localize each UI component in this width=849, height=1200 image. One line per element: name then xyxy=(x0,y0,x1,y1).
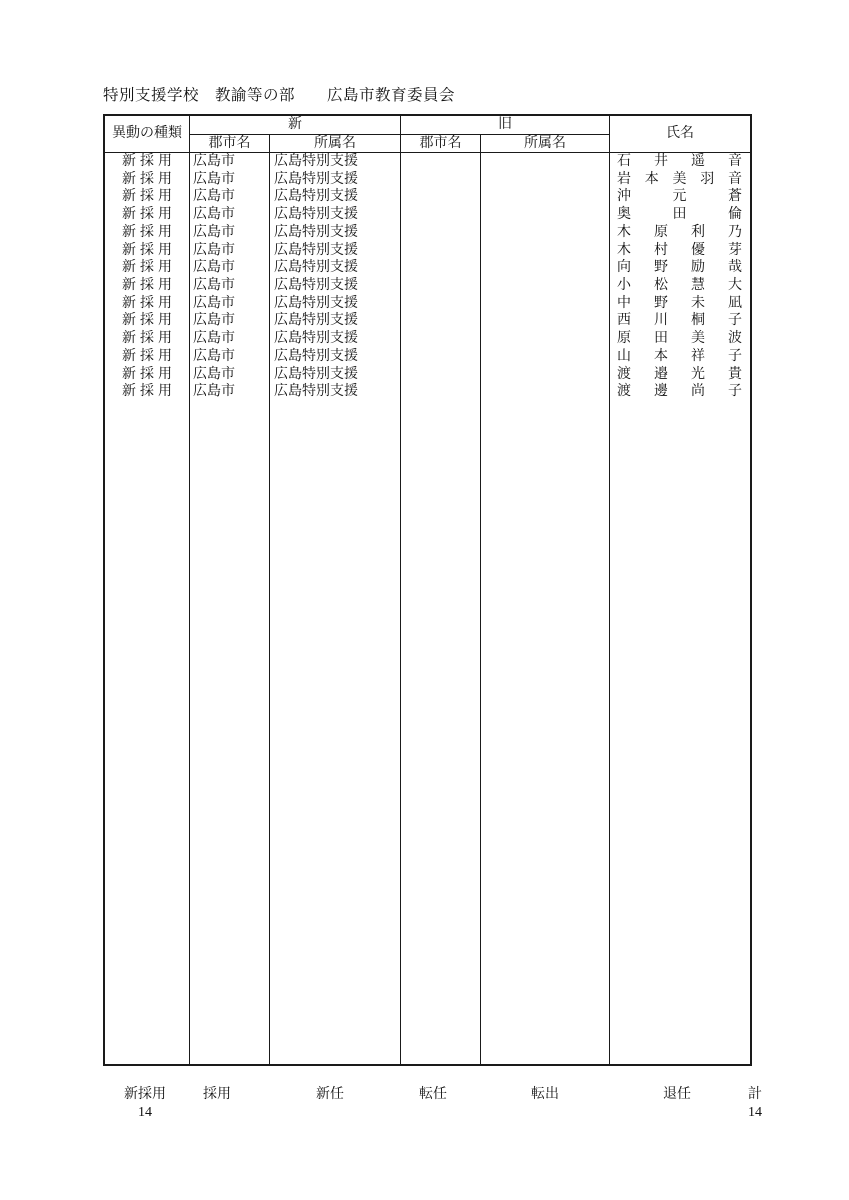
name-glyph: 桐 xyxy=(691,313,705,329)
cell-old-city xyxy=(401,295,480,313)
column-new-city xyxy=(189,153,269,1064)
cell-change-type: 新採用 xyxy=(122,189,176,205)
name-glyph: 本 xyxy=(644,171,659,187)
footer-category-label: 退任 xyxy=(663,1087,691,1102)
footer-summary-item xyxy=(419,1086,447,1104)
footer-category-label: 計 xyxy=(748,1087,762,1102)
cell-change-type: 新採用 xyxy=(122,207,176,223)
name-glyph: 野 xyxy=(654,260,668,276)
name-glyph: 沖 xyxy=(617,189,631,205)
cell-old-org xyxy=(481,383,609,401)
name-glyph: 向 xyxy=(617,260,631,276)
cell-new-org: 広島特別支援 xyxy=(274,313,358,329)
cell-name xyxy=(610,366,750,384)
name-glyph: 井 xyxy=(654,154,668,169)
cell-old-org xyxy=(481,277,609,295)
name-glyph: 凪 xyxy=(728,295,742,311)
footer-summary-item xyxy=(748,1086,762,1121)
cell-old-city xyxy=(401,383,480,401)
cell-name xyxy=(610,242,750,260)
footer-category-label: 転任 xyxy=(419,1087,447,1102)
cell-new-org: 広島特別支援 xyxy=(274,384,358,400)
name-glyph: 波 xyxy=(728,331,742,347)
column-change-type xyxy=(105,153,189,1064)
name-glyph: 原 xyxy=(654,224,668,240)
name-glyph: 中 xyxy=(617,295,631,311)
cell-new-org: 広島特別支援 xyxy=(274,171,358,187)
cell-old-org xyxy=(481,366,609,384)
cell-old-city xyxy=(401,224,480,242)
name-glyph: 川 xyxy=(654,313,668,329)
column-old-city xyxy=(400,153,480,1064)
column-new-org xyxy=(269,153,400,1064)
name-glyph: 励 xyxy=(691,260,705,276)
cell-new-city: 広島市 xyxy=(193,242,235,258)
name-glyph: 利 xyxy=(691,224,705,240)
cell-change-type: 新採用 xyxy=(122,260,176,276)
cell-change-type: 新採用 xyxy=(122,171,176,187)
name-glyph: 山 xyxy=(617,348,631,364)
footer-category-label: 転出 xyxy=(531,1087,559,1102)
header-change-type: 異動の種類 xyxy=(112,126,182,141)
header-new: 新 xyxy=(189,116,400,135)
name-glyph: 子 xyxy=(728,348,742,364)
footer-category-label: 採用 xyxy=(203,1087,231,1102)
cell-new-org: 広島特別支援 xyxy=(274,260,358,276)
cell-old-city xyxy=(401,259,480,277)
summary-footer xyxy=(0,1086,849,1136)
cell-new-org: 広島特別支援 xyxy=(274,278,358,294)
cell-name xyxy=(610,348,750,366)
cell-old-org xyxy=(481,188,609,206)
name-glyph: 木 xyxy=(617,224,631,240)
cell-change-type: 新採用 xyxy=(122,295,176,311)
column-old-org xyxy=(480,153,609,1064)
cell-new-city: 広島市 xyxy=(193,384,235,400)
name-glyph: 邉 xyxy=(654,366,668,382)
footer-category-label: 新採用 xyxy=(124,1087,166,1102)
cell-new-city: 広島市 xyxy=(193,207,235,223)
cell-name xyxy=(610,277,750,295)
personnel-table xyxy=(103,114,752,1066)
cell-new-org: 広島特別支援 xyxy=(274,242,358,258)
footer-summary-item xyxy=(316,1086,344,1104)
cell-change-type: 新採用 xyxy=(122,154,176,169)
cell-old-org xyxy=(481,224,609,242)
name-glyph: 未 xyxy=(691,295,705,311)
cell-change-type: 新採用 xyxy=(122,278,176,294)
cell-change-type: 新採用 xyxy=(122,313,176,329)
name-glyph: 渡 xyxy=(617,366,631,382)
name-glyph: 村 xyxy=(654,242,668,258)
name-glyph: 大 xyxy=(728,278,742,294)
name-glyph: 本 xyxy=(654,348,668,364)
name-glyph: 祥 xyxy=(691,348,705,364)
cell-new-city: 広島市 xyxy=(193,278,235,294)
cell-new-org: 広島特別支援 xyxy=(274,348,358,364)
cell-new-org: 広島特別支援 xyxy=(274,207,358,223)
name-glyph: 羽 xyxy=(700,171,715,187)
cell-change-type: 新採用 xyxy=(122,331,176,347)
page-title: 特別支援学校 教諭等の部 広島市教育委員会 xyxy=(103,87,456,104)
cell-new-org: 広島特別支援 xyxy=(274,331,358,347)
name-glyph: 元 xyxy=(672,189,687,205)
footer-category-count: 14 xyxy=(748,1105,762,1120)
cell-old-org xyxy=(481,312,609,330)
name-glyph: 奥 xyxy=(617,207,631,223)
cell-change-type: 新採用 xyxy=(122,366,176,382)
footer-summary-item xyxy=(124,1086,166,1121)
cell-change-type: 新採用 xyxy=(122,384,176,400)
cell-change-type: 新採用 xyxy=(122,224,176,240)
cell-new-city: 広島市 xyxy=(193,189,235,205)
name-glyph: 倫 xyxy=(728,207,742,223)
cell-name xyxy=(610,383,750,401)
header-old: 旧 xyxy=(400,116,609,135)
name-glyph: 尚 xyxy=(691,384,705,400)
name-glyph: 音 xyxy=(728,171,742,187)
name-glyph: 野 xyxy=(654,295,668,311)
name-glyph: 哉 xyxy=(728,260,742,276)
cell-old-city xyxy=(401,206,480,224)
header-new-org: 所属名 xyxy=(269,135,400,152)
cell-new-org: 広島特別支援 xyxy=(274,154,358,169)
name-glyph: 岩 xyxy=(617,171,631,187)
name-glyph: 西 xyxy=(617,313,631,329)
header-old-org: 所属名 xyxy=(480,135,609,152)
cell-old-org xyxy=(481,330,609,348)
name-glyph: 貴 xyxy=(728,366,742,382)
footer-summary-item xyxy=(203,1086,231,1104)
name-glyph: 乃 xyxy=(728,224,742,240)
footer-summary-item xyxy=(531,1086,559,1104)
cell-new-org: 広島特別支援 xyxy=(274,224,358,240)
cell-old-city xyxy=(401,171,480,189)
footer-category-label: 新任 xyxy=(316,1087,344,1102)
cell-old-org xyxy=(481,259,609,277)
cell-new-city: 広島市 xyxy=(193,224,235,240)
name-glyph: 遥 xyxy=(691,154,705,169)
cell-new-city: 広島市 xyxy=(193,331,235,347)
name-glyph: 松 xyxy=(654,278,668,294)
cell-new-org: 広島特別支援 xyxy=(274,189,358,205)
name-glyph: 田 xyxy=(672,207,687,223)
cell-new-city: 広島市 xyxy=(193,366,235,382)
cell-name xyxy=(610,188,750,206)
header-new-city: 郡市名 xyxy=(189,135,269,152)
cell-name xyxy=(610,153,750,171)
cell-old-city xyxy=(401,312,480,330)
cell-name xyxy=(610,206,750,224)
cell-name xyxy=(610,330,750,348)
cell-old-org xyxy=(481,153,609,171)
name-glyph: 木 xyxy=(617,242,631,258)
name-glyph: 音 xyxy=(728,154,742,169)
name-glyph: 光 xyxy=(691,366,705,382)
footer-category-count: 14 xyxy=(138,1105,152,1120)
table-header xyxy=(105,116,750,153)
cell-new-org: 広島特別支援 xyxy=(274,366,358,382)
cell-name xyxy=(610,259,750,277)
cell-name xyxy=(610,171,750,189)
cell-new-city: 広島市 xyxy=(193,348,235,364)
name-glyph: 渡 xyxy=(617,384,631,400)
cell-new-org: 広島特別支援 xyxy=(274,295,358,311)
cell-new-city: 広島市 xyxy=(193,154,235,169)
cell-old-org xyxy=(481,295,609,313)
name-glyph: 子 xyxy=(728,313,742,329)
name-glyph: 美 xyxy=(672,171,687,187)
name-glyph: 原 xyxy=(617,331,631,347)
cell-old-org xyxy=(481,242,609,260)
cell-change-type: 新採用 xyxy=(122,348,176,364)
name-glyph: 蒼 xyxy=(728,189,742,205)
cell-old-org xyxy=(481,171,609,189)
cell-name xyxy=(610,295,750,313)
cell-old-org xyxy=(481,348,609,366)
header-old-city: 郡市名 xyxy=(400,135,480,152)
name-glyph: 芽 xyxy=(728,242,742,258)
cell-change-type: 新採用 xyxy=(122,242,176,258)
cell-name xyxy=(610,224,750,242)
cell-old-city xyxy=(401,348,480,366)
cell-old-org xyxy=(481,206,609,224)
column-name xyxy=(609,153,750,1064)
name-glyph: 美 xyxy=(691,331,705,347)
name-glyph: 石 xyxy=(617,154,631,169)
name-glyph: 小 xyxy=(617,278,631,294)
cell-old-city xyxy=(401,242,480,260)
cell-new-city: 広島市 xyxy=(193,295,235,311)
cell-old-city xyxy=(401,330,480,348)
name-glyph: 田 xyxy=(654,331,668,347)
table-body xyxy=(105,153,750,1064)
name-glyph: 慧 xyxy=(691,278,705,294)
name-glyph: 優 xyxy=(691,242,705,258)
header-name: 氏名 xyxy=(609,116,750,152)
cell-new-city: 広島市 xyxy=(193,260,235,276)
name-glyph: 邊 xyxy=(654,384,668,400)
cell-new-city: 広島市 xyxy=(193,313,235,329)
cell-name xyxy=(610,312,750,330)
cell-old-city xyxy=(401,153,480,171)
cell-old-city xyxy=(401,188,480,206)
footer-summary-item xyxy=(663,1086,691,1104)
cell-old-city xyxy=(401,366,480,384)
cell-old-city xyxy=(401,277,480,295)
cell-new-city: 広島市 xyxy=(193,171,235,187)
name-glyph: 子 xyxy=(728,384,742,400)
